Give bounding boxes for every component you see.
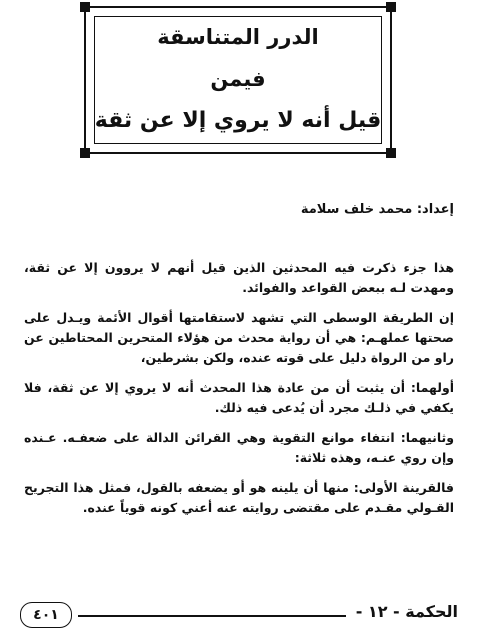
frame-corner-ornament <box>80 136 102 158</box>
frame-corner-ornament <box>80 2 102 24</box>
paragraph-text: إن الطريقة الوسطى التي تشهد لاستقامتها أقوال الأئمة ويـدل على صحتها عملهـم: هي أن رواية محدث من هؤلاء المتحرين المحتاطين عن راو من الرواة دليل على قوته عنده، ولكن بشرطين، <box>24 310 454 365</box>
paragraph-lead: فالقرينة الأولى: <box>353 480 454 495</box>
paragraph-text: انتفاء موانع التقوية وهي القرائن الدالة على ضعفـه. عـنده وإن روي عنـه، وهذه ثلاثة: <box>24 430 454 465</box>
paragraph-text: هذا جزء ذكرت فيه المحدثين الذين قيل أنهم لا يروون إلا عن ثقة، ومهدت لـه ببعض القواعد والفوائد. <box>24 260 454 295</box>
frame-corner-ornament <box>374 136 396 158</box>
footer-title: الحكمة - ١٢ - <box>355 602 458 621</box>
paragraph-lead: أولهما: <box>410 380 454 395</box>
frame-corner-ornament <box>374 2 396 24</box>
title-frame <box>84 6 392 154</box>
paragraph-lead: وثانيهما: <box>400 430 454 445</box>
title-line-2: فيمن <box>210 67 266 91</box>
footer-rule <box>78 615 346 617</box>
paragraph-text: منها أن يلينه هو أو يضعفه بالقول، فمثل هذا التجريح القـولي مقـدم على مقتضى روايته عنه أعني كونه قوياً عنده. <box>24 480 454 515</box>
paragraph <box>24 428 454 468</box>
paragraph-text: أن يثبت أن من عادة هذا المحدث أنه لا يروي إلا عن ثقة، فلا يكفي في ذلـك مجرد أن يُدعى فيه ذلك. <box>24 380 454 415</box>
page-footer <box>20 600 458 634</box>
paragraph <box>24 478 454 518</box>
paragraph <box>24 308 454 368</box>
prepared-by: إعداد: محمد خلف سلامة <box>300 202 454 217</box>
page-number: ٤٠١ <box>20 602 72 628</box>
title-block <box>86 22 390 136</box>
paragraph <box>24 378 454 418</box>
body-text <box>24 258 454 528</box>
title-line-3: قيل أنه لا يروي إلا عن ثقة <box>94 108 382 133</box>
title-line-1: الدرر المتناسقة <box>157 25 319 49</box>
paragraph <box>24 258 454 298</box>
